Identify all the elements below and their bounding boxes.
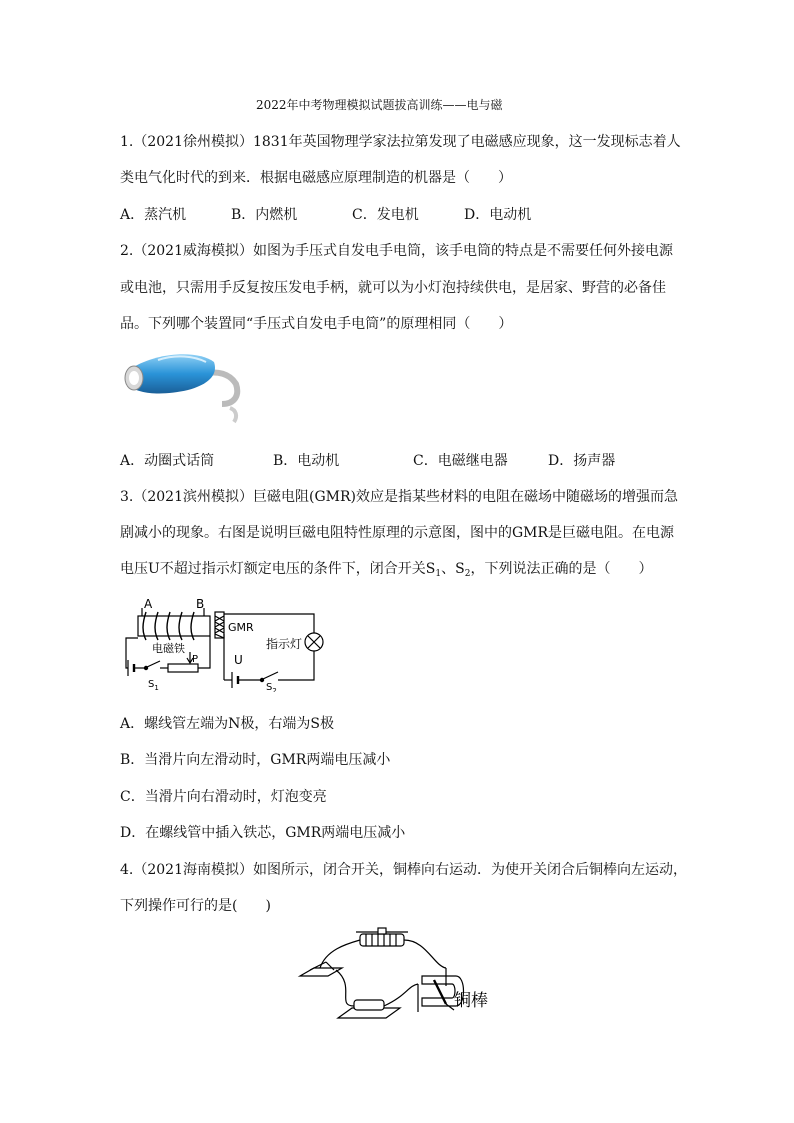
- q3-line-1: 3.（2021滨州模拟）巨磁电阻(GMR)效应是指某些材料的电阻在磁场中随磁场的增强而急: [120, 489, 678, 505]
- q2-option-b: B．电动机: [273, 453, 340, 469]
- label-gmr: GMR: [228, 621, 254, 634]
- gmr-circuit-diagram: [118, 594, 328, 692]
- label-electromagnet: 电磁铁: [152, 642, 185, 655]
- label-s1: $S_1$: [148, 679, 159, 692]
- q1-line-2: 类电气化时代的到来．根据电磁感应原理制造的机器是（ ）: [120, 170, 512, 186]
- q2-line-2: 或电池，只需用手反复按压发电手柄，就可以为小灯泡持续供电，是居家、野营的必备佳: [120, 280, 666, 296]
- copper-rod-apparatus: [296, 926, 506, 1030]
- q2-option-c: C．电磁继电器: [413, 453, 508, 469]
- label-a: A: [144, 597, 153, 611]
- q3-option-b: B．当滑片向左滑动时，GMR两端电压减小: [120, 752, 391, 768]
- page-title: 2022年中考物理模拟试题拔高训练——电与磁: [256, 98, 503, 112]
- switch-s2: [263, 672, 278, 679]
- q1-option-d: D．电动机: [464, 207, 532, 223]
- q3-option-c: C．当滑片向右滑动时，灯泡变亮: [120, 789, 327, 805]
- label-p: P: [192, 654, 199, 665]
- q2-option-a: A．动圈式话筒: [120, 453, 215, 469]
- flashlight-image: [118, 344, 248, 426]
- q3-line-2: 剧减小的现象。右图是说明巨磁电阻特性原理的示意图，图中的GMR是巨磁电阻。在电源: [120, 525, 675, 541]
- knife-switch: [300, 968, 342, 976]
- label-b: B: [196, 597, 205, 611]
- q2-option-d: D．扬声器: [548, 453, 616, 469]
- q3-line-3: 电压U不超过指示灯额定电压的条件下，闭合开关$S_1$、$S_2$，下列说法正确的是（ ）: [120, 561, 653, 579]
- label-indicator: 指示灯: [266, 637, 303, 651]
- label-s2: $S_2$: [266, 682, 277, 692]
- q1-option-a: A．蒸汽机: [120, 207, 187, 223]
- q4-line-2: 下列操作可行的是( ): [120, 898, 271, 914]
- q1-option-c: C．发电机: [352, 207, 419, 223]
- q1-line-1: 1.（2021徐州模拟）1831年英国物理学家法拉第发现了电磁感应现象，这一发现标志着人: [120, 134, 681, 150]
- label-u: U: [234, 653, 243, 667]
- rheostat: [360, 934, 404, 946]
- q1-option-b: B．内燃机: [231, 207, 298, 223]
- rheostat: [168, 664, 198, 672]
- switch-s1: [147, 661, 160, 667]
- q4-line-1: 4.（2021海南模拟）如图所示，闭合开关，铜棒向右运动．为使开关闭合后铜棒向左运动，: [120, 862, 687, 878]
- label-copper-rod: 铜棒: [454, 991, 488, 1011]
- q2-line-1: 2.（2021威海模拟）如图为手压式自发电手电筒，该手电筒的特点是不需要任何外接电源: [120, 243, 673, 259]
- q2-line-3: 品。下列哪个装置同“手压式自发电手电筒”的原理相同（ ）: [120, 316, 513, 332]
- q3-option-d: D．在螺线管中插入铁芯，GMR两端电压减小: [120, 825, 406, 841]
- q3-option-a: A．螺线管左端为N极，右端为S极: [120, 716, 334, 732]
- electromagnet-core: [138, 616, 210, 636]
